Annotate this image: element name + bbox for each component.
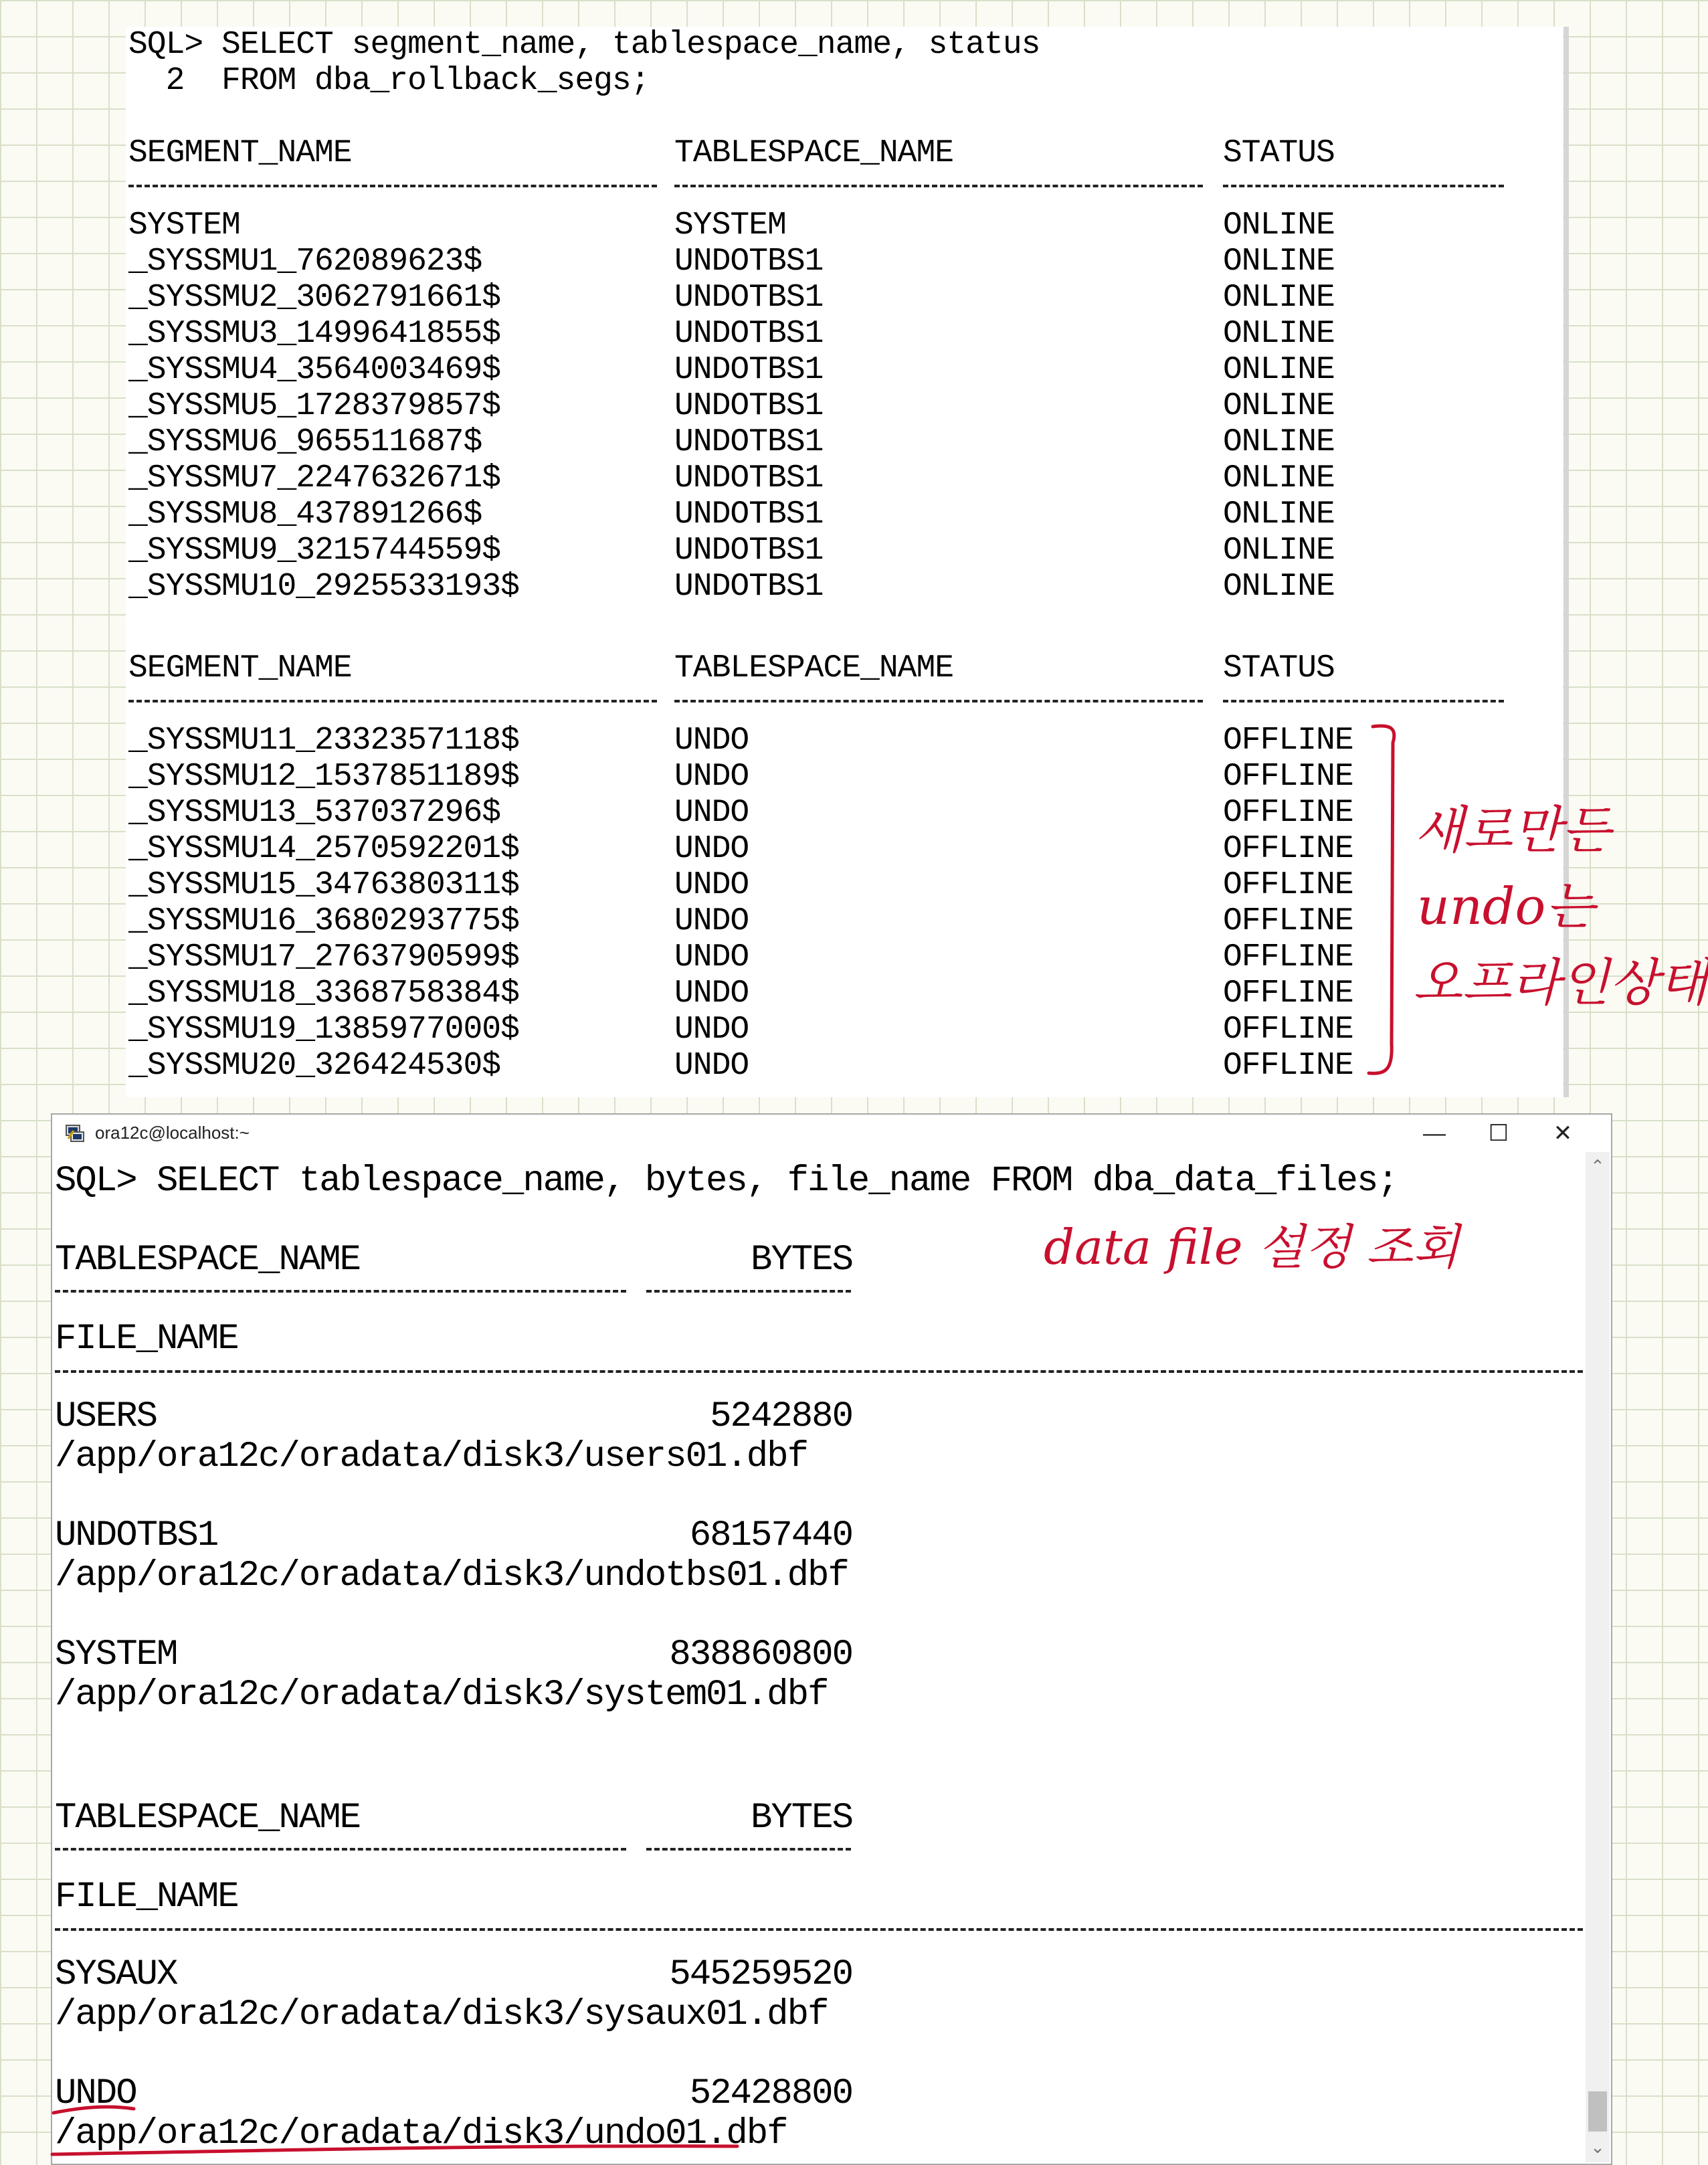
title-bar[interactable] (52, 1115, 1611, 1152)
offline-note-line-1: 새로만든 (1414, 800, 1611, 860)
tablespace-name-cell: UNDO (674, 975, 749, 1012)
header-rule (128, 700, 657, 702)
segment-name-cell: _SYSSMU8_437891266$ (128, 496, 482, 533)
segment-name-cell: _SYSSMU5_1728379857$ (128, 388, 501, 424)
segment-name-cell: _SYSSMU10_2925533193$ (128, 569, 519, 605)
status-cell: OFFLINE (1223, 831, 1353, 867)
segment-name-cell: _SYSSMU20_326424530$ (128, 1048, 501, 1084)
offline-note-line-2: undo는 (1417, 876, 1595, 936)
header-rule (1223, 700, 1504, 702)
close-button[interactable]: ✕ (1553, 1121, 1573, 1146)
segment-name-cell: _SYSSMU7_2247632671$ (128, 460, 501, 496)
tablespace-name-cell: UNDOTBS1 (674, 388, 824, 424)
header-status: STATUS (1223, 135, 1335, 171)
scroll-thumb[interactable] (1588, 2091, 1607, 2132)
terminal-output[interactable] (52, 1152, 1584, 2162)
header-rule (674, 700, 1203, 702)
status-cell: ONLINE (1223, 569, 1335, 605)
rollback-segs-output (126, 27, 1563, 1097)
bytes-cell: 545259520 (669, 1954, 852, 1995)
bytes-cell: 52428800 (689, 2073, 852, 2114)
status-cell: ONLINE (1223, 352, 1335, 388)
status-cell: ONLINE (1223, 207, 1335, 244)
file-name-cell: /app/ora12c/oradata/disk3/system01.dbf (55, 1675, 828, 1715)
status-cell: ONLINE (1223, 424, 1335, 460)
status-cell: OFFLINE (1223, 1048, 1353, 1084)
header-rule (55, 1290, 626, 1293)
tablespace-name-cell: UNDO (674, 1048, 749, 1084)
segment-name-cell: _SYSSMU6_965511687$ (128, 424, 482, 460)
header-rule (128, 185, 657, 187)
segment-name-cell: _SYSSMU15_3476380311$ (128, 867, 519, 903)
tablespace-name-cell: UNDO (674, 867, 749, 903)
tablespace-name-cell: UNDOTBS1 (674, 533, 824, 569)
status-cell: OFFLINE (1223, 903, 1353, 939)
header-rule (55, 1928, 1583, 1931)
segment-name-cell: SYSTEM (128, 207, 240, 244)
header-rule (646, 1290, 851, 1293)
header-segment-name: SEGMENT_NAME (128, 650, 352, 686)
bytes-cell: 5242880 (710, 1396, 852, 1437)
segment-name-cell: _SYSSMU17_2763790599$ (128, 939, 519, 975)
header-rule (674, 185, 1203, 187)
segment-name-cell: _SYSSMU19_1385977000$ (128, 1012, 519, 1048)
header-tablespace-name: TABLESPACE_NAME (55, 1798, 361, 1839)
tablespace-name-cell: UNDO (674, 1012, 749, 1048)
file-name-cell: /app/ora12c/oradata/disk3/undotbs01.dbf (55, 1556, 848, 1596)
putty-icon (64, 1123, 86, 1144)
segment-name-cell: _SYSSMU1_762089623$ (128, 244, 482, 280)
header-tablespace-name: TABLESPACE_NAME (674, 650, 954, 686)
segment-name-cell: _SYSSMU4_3564003469$ (128, 352, 501, 388)
tablespace-name-cell: UNDO (55, 2073, 136, 2114)
header-rule (55, 1370, 1583, 1373)
scroll-down-icon[interactable]: ⌄ (1590, 2138, 1605, 2158)
tablespace-name-cell: UNDOTBS1 (674, 569, 824, 605)
tablespace-name-cell: UNDO (674, 831, 749, 867)
tablespace-name-cell: UNDO (674, 795, 749, 831)
header-rule (55, 1848, 626, 1851)
tablespace-name-cell: UNDOTBS1 (674, 424, 824, 460)
file-name-cell: /app/ora12c/oradata/disk3/users01.dbf (55, 1436, 808, 1477)
tablespace-name-cell: UNDO (674, 903, 749, 939)
status-cell: ONLINE (1223, 316, 1335, 352)
query-line-1: SQL> SELECT segment_name, tablespace_name, status (128, 27, 1040, 63)
status-cell: ONLINE (1223, 460, 1335, 496)
status-cell: ONLINE (1223, 496, 1335, 533)
header-tablespace-name: TABLESPACE_NAME (674, 135, 954, 171)
tablespace-name-cell: SYSTEM (674, 207, 786, 244)
segment-name-cell: _SYSSMU14_2570592201$ (128, 831, 519, 867)
segment-name-cell: _SYSSMU16_3680293775$ (128, 903, 519, 939)
window-title: ora12c@localhost:~ (95, 1123, 250, 1143)
segment-name-cell: _SYSSMU3_1499641855$ (128, 316, 501, 352)
tablespace-name-cell: UNDOTBS1 (674, 496, 824, 533)
header-segment-name: SEGMENT_NAME (128, 135, 352, 171)
status-cell: ONLINE (1223, 533, 1335, 569)
segment-name-cell: _SYSSMU2_3062791661$ (128, 280, 501, 316)
status-cell: OFFLINE (1223, 867, 1353, 903)
status-cell: OFFLINE (1223, 1012, 1353, 1048)
header-file-name: FILE_NAME (55, 1877, 238, 1917)
tablespace-name-cell: SYSAUX (55, 1954, 177, 1995)
tablespace-name-cell: UNDO (674, 939, 749, 975)
file-name-cell: /app/ora12c/oradata/disk3/undo01.dbf (55, 2113, 787, 2154)
maximize-button[interactable]: ☐ (1488, 1121, 1509, 1146)
status-cell: OFFLINE (1223, 795, 1353, 831)
segment-name-cell: _SYSSMU12_1537851189$ (128, 759, 519, 795)
segment-name-cell: _SYSSMU18_3368758384$ (128, 975, 519, 1012)
query-line-2: 2 FROM dba_rollback_segs; (128, 63, 650, 99)
tablespace-name-cell: USERS (55, 1396, 157, 1437)
status-cell: ONLINE (1223, 244, 1335, 280)
minimize-button[interactable]: — (1423, 1121, 1446, 1146)
tablespace-name-cell: SYSTEM (55, 1634, 177, 1675)
tablespace-name-cell: UNDO (674, 723, 749, 759)
tablespace-name-cell: UNDOTBS1 (674, 280, 824, 316)
tablespace-name-cell: UNDOTBS1 (674, 352, 824, 388)
status-cell: ONLINE (1223, 388, 1335, 424)
header-status: STATUS (1223, 650, 1335, 686)
offline-note-line-3: 오프라인상태 (1413, 953, 1708, 1012)
tablespace-name-cell: UNDOTBS1 (674, 244, 824, 280)
status-cell: OFFLINE (1223, 939, 1353, 975)
tablespace-name-cell: UNDOTBS1 (674, 316, 824, 352)
status-cell: OFFLINE (1223, 723, 1353, 759)
header-file-name: FILE_NAME (55, 1319, 238, 1359)
file-name-cell: /app/ora12c/oradata/disk3/sysaux01.dbf (55, 1994, 828, 2035)
scroll-up-icon[interactable]: ⌃ (1590, 1157, 1605, 1177)
header-bytes: BYTES (750, 1240, 852, 1281)
tablespace-name-cell: UNDOTBS1 (55, 1515, 218, 1556)
bytes-cell: 68157440 (689, 1515, 852, 1556)
datafile-note: data file 설정 조회 (1044, 1219, 1460, 1275)
segment-name-cell: _SYSSMU11_2332357118$ (128, 723, 519, 759)
bytes-cell: 838860800 (669, 1634, 852, 1675)
segment-name-cell: _SYSSMU13_537037296$ (128, 795, 501, 831)
datafile-query: SQL> SELECT tablespace_name, bytes, file_name FROM dba_data_files; (55, 1161, 1398, 1202)
terminal-scrollbar[interactable] (1586, 1152, 1610, 2162)
segment-name-cell: _SYSSMU9_3215744559$ (128, 533, 501, 569)
status-cell: OFFLINE (1223, 759, 1353, 795)
tablespace-name-cell: UNDO (674, 759, 749, 795)
status-cell: OFFLINE (1223, 975, 1353, 1012)
status-cell: ONLINE (1223, 280, 1335, 316)
header-bytes: BYTES (750, 1798, 852, 1839)
tablespace-name-cell: UNDOTBS1 (674, 460, 824, 496)
header-rule (1223, 185, 1504, 187)
header-rule (646, 1848, 851, 1851)
header-tablespace-name: TABLESPACE_NAME (55, 1240, 361, 1281)
